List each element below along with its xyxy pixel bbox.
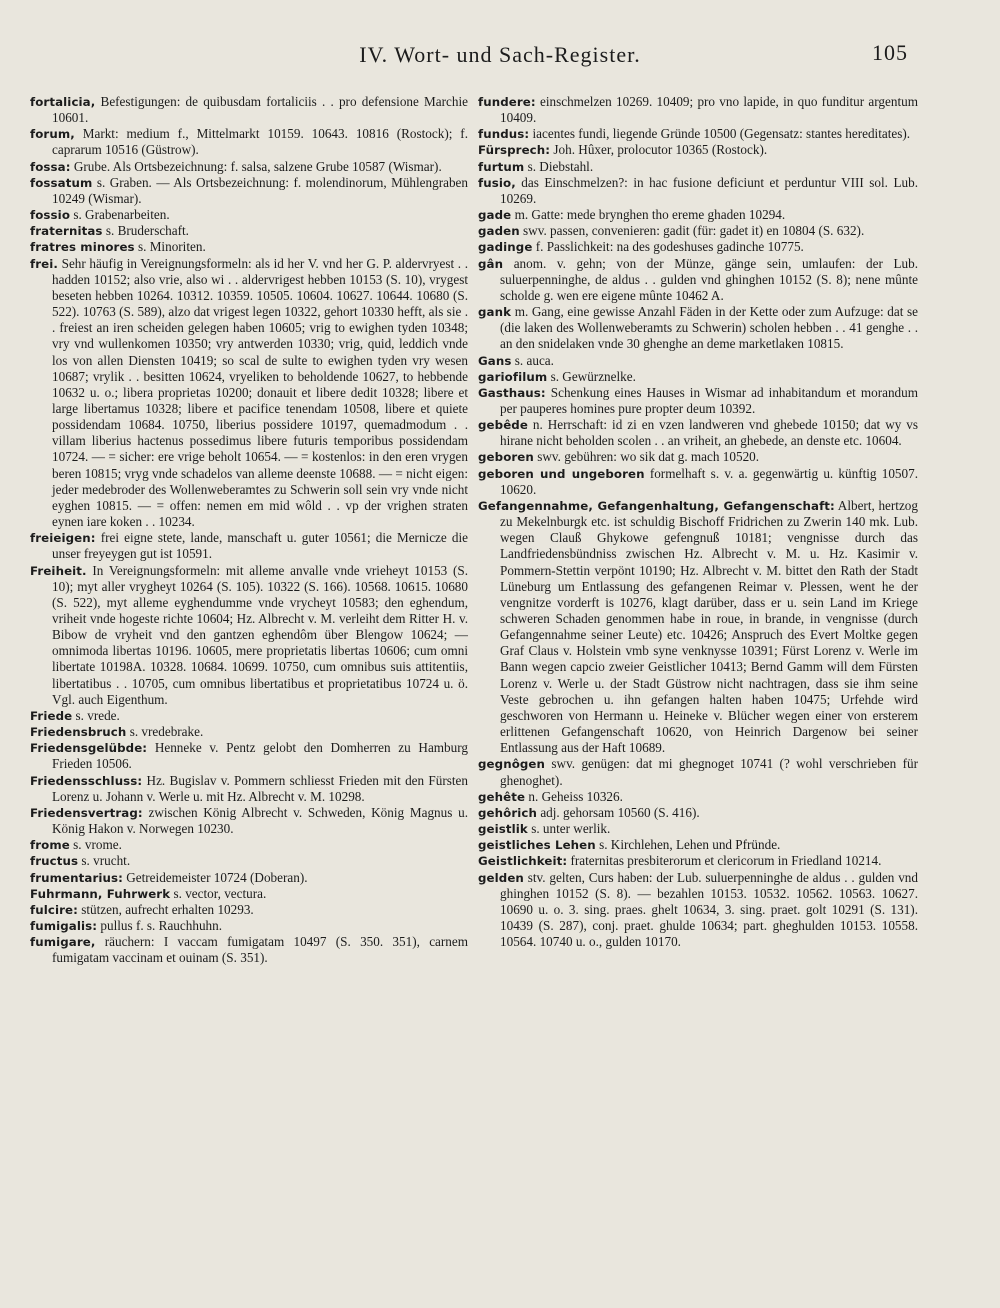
register-entry	[30, 256, 468, 531]
entry-text: Henneke v. Pentz gelobt den Domherren zu Hamburg Frieden 10506.	[52, 740, 468, 772]
register-entry	[30, 724, 468, 740]
entry-text: s. Diebstahl.	[524, 158, 594, 174]
entry-text: das Einschmelzen?: in hac fusione deficiunt et perduntur VIII sol. Lub. 10269.	[500, 174, 918, 206]
entry-text: m. Gang, eine gewisse Anzahl Fäden in der Kette oder zum Aufzuge: dat se (die laken des Wollenweberamts zu Schwerin) scholen hebben . . 41 genghe . . an den snidelaken vnde 30 ghenghe an deme marketlaken 10815.	[500, 304, 918, 352]
register-entry	[30, 837, 468, 853]
entry-text: s. Bruderschaft.	[102, 223, 189, 239]
entry-text: Sehr häufig in Vereignungsformeln: als id her V. vnd her G. P. aldervryest . . hadden 10152; also vrie, also wi . . aldervrigest hebben 10153 (S. 10), vrygest beseten hebben 10264. 10312. 10359. 10505. 10604. 10627. 10644. 10680 (S. 522). 10763 (S. 589), alzo dat vrigest legen 10322, gehort 10330 hefft, als sie . . freiest an iren scheiden gelegen haben 10605; vrig to ewighen tyden 10348; vry vnd wullenkomen 10350; vry antwerden 10330; vrig, quid, leddich vnde los von allen Diensten 10419; so scal de sulte to ewighen tyden vry wesen 10687; vrylik . . besitten 10624, vryeliken to beholdende 10627, to hebbende 10632 u. o.; libera proprietas 10200; donauit et libere dedit 10328; libere et large libertamus 10328; libere et pacifice tenendam 10508, libere et quiete possidendam 10684. 10750, liberius possidere 10197, quemadmodum . . villam liberius hactenus possedimus libere futuris temporibus possidendam 10724. — = sicher: ere vrige beholt 10654. — = kostenlos: in den eren vrygen beren 10815; vryg vnde schadelos van alleme deenste 10688. — = nicht eigen: jeder medebroder des Wollenweberamtes zu Schwerin soll sein vry vnde nicht eyghen 10815. — = offen: nemen em mid wôld . . vp der vrighen straten eynen iare koken . . 10234.	[52, 255, 468, 530]
entry-text: s. vrome.	[69, 837, 122, 853]
entry-headword: fossatum	[30, 175, 93, 190]
entry-text: Grube. Als Ortsbezeichnung: f. salsa, salzene Grube 10587 (Wismar).	[70, 158, 442, 174]
entry-text: swv. genügen: dat mi ghegnoget 10741 (? wohl verschrieben für ghenoghet).	[500, 756, 918, 788]
register-entry	[30, 175, 468, 207]
register-entry	[30, 94, 468, 126]
entry-text: Joh. Hûxer, prolocutor 10365 (Rostock).	[550, 142, 768, 158]
register-entry	[30, 530, 468, 562]
entry-text: s. Kirchlehen, Lehen und Pfründe.	[595, 837, 781, 853]
entry-headword: Gasthaus:	[478, 385, 546, 400]
register-entry	[30, 902, 468, 918]
register-entry	[30, 223, 468, 239]
entry-headword: fraternitas	[30, 224, 103, 239]
entry-headword: gadinge	[478, 240, 533, 255]
entry-headword: gegnôgen	[478, 757, 546, 772]
register-entry	[478, 853, 918, 869]
entry-text: s. auca.	[511, 352, 554, 368]
entry-text: frei eigne stete, lande, manschaft u. guter 10561; die Mernicze die unser freyeygen gut ist 10591.	[52, 530, 468, 562]
entry-text: anom. v. gehn; von der Münze, gänge sein, umlaufen: der Lub. suluerpenninghe, de aldus . . gulden vnd ghinghen 10152 (S. 8); nene mûnte scholde g. wen ere eigene mûnte 10462 A.	[500, 255, 918, 303]
entry-headword: frei.	[30, 256, 58, 271]
register-entry	[30, 239, 468, 255]
register-entry	[478, 159, 918, 175]
entry-headword: furtum	[478, 159, 525, 174]
entry-headword: gehôrich	[478, 805, 538, 820]
entry-headword: fossa:	[30, 159, 71, 174]
entry-headword: Friedensschluss:	[30, 773, 143, 788]
entry-text: Albert, hertzog zu Mekelnburgk etc. ist schuldig Bischoff Fridrichen zu Zwerin 140 mk. Lub. wegen Clauß Ghykowe gefengnuß 10181; vengnisse durch das Landfriedensbündniss zwischen Hz. Albrecht v. M. u. Hz. Kasimir v. Pommern-Stettin verpönt 10190; Hz. Albrecht v. M. bittet den Rath der Stadt Lüneburg um Entlassung des gefangenen Reimar v. Plessen, went he der vengnitze vorderft is 10276, klagt darüber, dass er u. sein Land im Kriege schweren Schaden genommen habe in roue, in brande, in vengnisse (durch Gefangennahme seiner Leute) etc. 10426; Anspruch des Evert Moltke gegen Graf Claus v. Holstein vmb syne venknysse 10391; Fürst Lorenz v. Werle im Bann wegen capcio zweier Geistlicher 10413; Bernd Gamm will dem Fürsten Lorenz v. Werle u. der Stadt Güstrow nicht nachtragen, dass sie ihm seine Veste gebrochen u. ihn gefangen halten haben 10475; Urfehde wird geschworen von Hermann u. Heineke v. Blücher wegen einer von ersterem erlittenen Gefangenschaft 10620, von Heinrich Dargenow bei seiner Entlassung aus der Haft 10689.	[500, 497, 918, 756]
entry-text: s. vector, vectura.	[170, 885, 267, 901]
entry-headword: fortalicia,	[30, 95, 96, 109]
entry-text: einschmelzen 10269. 10409; pro vno lapide, in quo funditur argentum 10409.	[500, 94, 918, 126]
register-entry	[30, 159, 468, 175]
register-entry	[478, 466, 918, 498]
register-entry	[478, 304, 918, 352]
entry-headword: geistliches Lehen	[478, 838, 596, 853]
register-entry	[478, 417, 918, 449]
entry-text: zwischen König Albrecht v. Schweden, König Magnus u. König Hakon v. Norwegen 10230.	[52, 804, 468, 837]
entry-text: s. unter werlik.	[527, 821, 611, 837]
page-number: 105	[872, 40, 908, 65]
register-entry	[30, 708, 468, 724]
entry-headword: gelden	[478, 870, 524, 885]
entry-text: s. vredebrake.	[126, 724, 204, 740]
entry-headword: fructus	[30, 854, 79, 869]
entry-headword: gebêde	[478, 418, 528, 433]
entry-text: m. Gatte: mede brynghen tho ereme ghaden 10294.	[511, 207, 786, 223]
entry-text: s. Grabenarbeiten.	[70, 207, 170, 223]
register-entry	[30, 805, 468, 837]
entry-headword: fumigare,	[30, 935, 96, 950]
register-entry	[478, 223, 918, 239]
entry-text: s. vrede.	[72, 707, 120, 723]
entry-headword: Friedensbruch	[30, 725, 127, 740]
entry-headword: fusio,	[478, 175, 516, 190]
entry-text: Hz. Bugislav v. Pommern schliesst Frieden mit den Fürsten Lorenz u. Johann v. Werle u. mit Hz. Albrecht v. M. 10298.	[52, 772, 468, 804]
entry-headword: fumigalis:	[30, 918, 98, 933]
entry-text: s. Minoriten.	[134, 239, 206, 255]
entry-headword: geboren und ungeboren	[478, 466, 645, 481]
register-entry	[478, 369, 918, 385]
entry-headword: forum,	[30, 127, 75, 142]
entry-headword: gaden	[478, 224, 520, 239]
entry-headword: gank	[478, 305, 512, 320]
page-title: IV. Wort- und Sach-Register.	[359, 42, 641, 67]
entry-text: swv. passen, convenieren: gadit (für: gadet it) en 10804 (S. 632).	[519, 223, 865, 239]
entry-headword: Friedensvertrag:	[30, 805, 143, 820]
entry-headword: gariofilum	[478, 369, 548, 384]
entry-text: swv. gebühren: wo sik dat g. mach 10520.	[533, 449, 760, 465]
entry-text: Markt: medium f., Mittelmarkt 10159. 10643. 10816 (Rostock); f. caprarum 10516 (Güstrow).	[52, 126, 468, 158]
entry-headword: Gefangennahme, Gefangenhaltung, Gefangenschaft:	[478, 498, 835, 513]
register-entry	[478, 207, 918, 223]
entry-headword: fundus:	[478, 127, 530, 142]
register-entry	[478, 756, 918, 788]
entry-text: räuchern: I vaccam fumigatam 10497 (S. 350. 351), carnem fumigatam vaccinam et ouinam (S. 351).	[52, 934, 468, 966]
entry-headword: fundere:	[478, 95, 536, 109]
entry-text: s. Gewürznelke.	[547, 368, 636, 384]
entry-text: stv. gelten, Curs haben: der Lub. suluerpenninghe de aldus . . gulden vnd ghinghen 10152 (S. 8). — bezahlen 10153. 10532. 10562. 10563. 10627. 10690 u. o. 3. sing. praes. ghelt 10634, 3. sing. praet. golt 10291 (S. 131). 10439 (S. 287), conj. praet. ghulde 10634; part. gheghulden 10153. 10558. 10564. 10740 u. o., gulden 10170.	[500, 869, 918, 950]
entry-headword: fratres minores	[30, 240, 135, 255]
register-entry	[478, 385, 918, 417]
register-entry	[30, 126, 468, 158]
register-entry	[478, 175, 918, 207]
entry-text: Schenkung eines Hauses in Wismar ad inhabitandum et morandum per pauperes homines pure propter deum 10392.	[500, 384, 918, 416]
entry-headword: fulcire:	[30, 902, 78, 917]
register-entry	[30, 886, 468, 902]
entry-headword: frome	[30, 838, 70, 853]
register-entry	[30, 773, 468, 805]
register-entry	[30, 563, 468, 708]
register-entry	[478, 256, 918, 304]
entry-headword: Gans	[478, 353, 512, 368]
register-entry	[30, 870, 468, 886]
register-entry	[30, 934, 468, 966]
entry-text: n. Geheiss 10326.	[525, 788, 623, 804]
entry-headword: Fürsprech:	[478, 143, 551, 158]
register-entry	[478, 837, 918, 853]
left-column	[30, 94, 468, 966]
entry-headword: geistlik	[478, 822, 528, 837]
entry-text: s. vrucht.	[78, 853, 131, 869]
register-entry	[30, 918, 468, 934]
entry-text: iacentes fundi, liegende Gründe 10500 (Gegensatz: stantes hereditates).	[529, 126, 911, 142]
entry-headword: gân	[478, 256, 504, 271]
entry-headword: freieigen:	[30, 531, 96, 546]
entry-text: In Vereignungsformeln: mit alleme anvalle vnde vrieheyt 10153 (S. 10); myt aller vrygheyt 10264 (S. 105). 10322 (S. 166). 10568. 10615. 10680 (S. 522), myt alleme eyghendumme vnde vrycheyt 10583; den eghendum, vriheit vnde hogeste richte 10604; Hz. Albrecht v. M. verleiht dem Ritter H. v. Bibow de vryheit vnd den gantzen eghendôm über Blengow 10624; — omnimoda libertas 10196. 10605, mere proprietatis libertas 10606; cum omni libertate 10198A. 10328. 10684. 10699. 10750, cum omnibus suis attitentiis, libertatibus . . 10705, cum omnibus libertatibus et proprietatibus 10724 u. ö. Vgl. auch Eigenthum.	[52, 562, 468, 707]
entry-text: Getreidemeister 10724 (Doberan).	[122, 869, 308, 885]
register-entry	[478, 239, 918, 255]
register-entry	[478, 870, 918, 951]
entry-headword: gade	[478, 208, 512, 223]
entry-headword: Geistlichkeit:	[478, 854, 568, 869]
entry-headword: Friedensgelübde:	[30, 741, 148, 756]
entry-text: n. Herrschaft: id zi en vzen landweren vnd ghebede 10150; dat wy vs hirane nicht beholden scolen . . an vriheit, an ghebede, an denste etc. 10604.	[500, 417, 918, 449]
entry-text: formelhaft s. v. a. gegenwärtig u. künftig 10507. 10620.	[500, 465, 918, 497]
entry-headword: Fuhrmann, Fuhrwerk	[30, 886, 171, 901]
register-entry	[478, 126, 918, 142]
register-entry	[30, 740, 468, 772]
entry-headword: Freiheit.	[30, 563, 87, 578]
register-entry	[478, 94, 918, 126]
entry-text: pullus f. s. Rauchhuhn.	[97, 917, 223, 933]
register-entry	[478, 805, 918, 821]
register-entry	[478, 142, 918, 158]
right-column	[478, 94, 918, 950]
entry-headword: gehête	[478, 789, 526, 804]
register-entry	[478, 789, 918, 805]
register-entry	[30, 853, 468, 869]
entry-text: adj. gehorsam 10560 (S. 416).	[537, 804, 700, 820]
entry-text: fraternitas presbiterorum et clericorum in Friedland 10214.	[567, 853, 882, 869]
register-entry	[478, 821, 918, 837]
entry-text: s. Graben. — Als Ortsbezeichnung: f. molendinorum, Mühlengraben 10249 (Wismar).	[52, 174, 468, 206]
page-header	[0, 40, 1000, 80]
entry-text: Befestigungen: de quibusdam fortaliciis . . pro defensione Marchie 10601.	[52, 94, 468, 126]
entry-text: stützen, aufrecht erhalten 10293.	[77, 901, 254, 917]
register-entry	[30, 207, 468, 223]
entry-headword: fossio	[30, 208, 71, 223]
entry-headword: frumentarius:	[30, 870, 123, 885]
entry-text: f. Passlichkeit: na des godeshuses gadinche 10775.	[532, 239, 804, 255]
register-entry	[478, 449, 918, 465]
register-entry	[478, 498, 918, 757]
entry-headword: Friede	[30, 708, 73, 723]
entry-headword: geboren	[478, 450, 534, 465]
register-entry	[478, 353, 918, 369]
